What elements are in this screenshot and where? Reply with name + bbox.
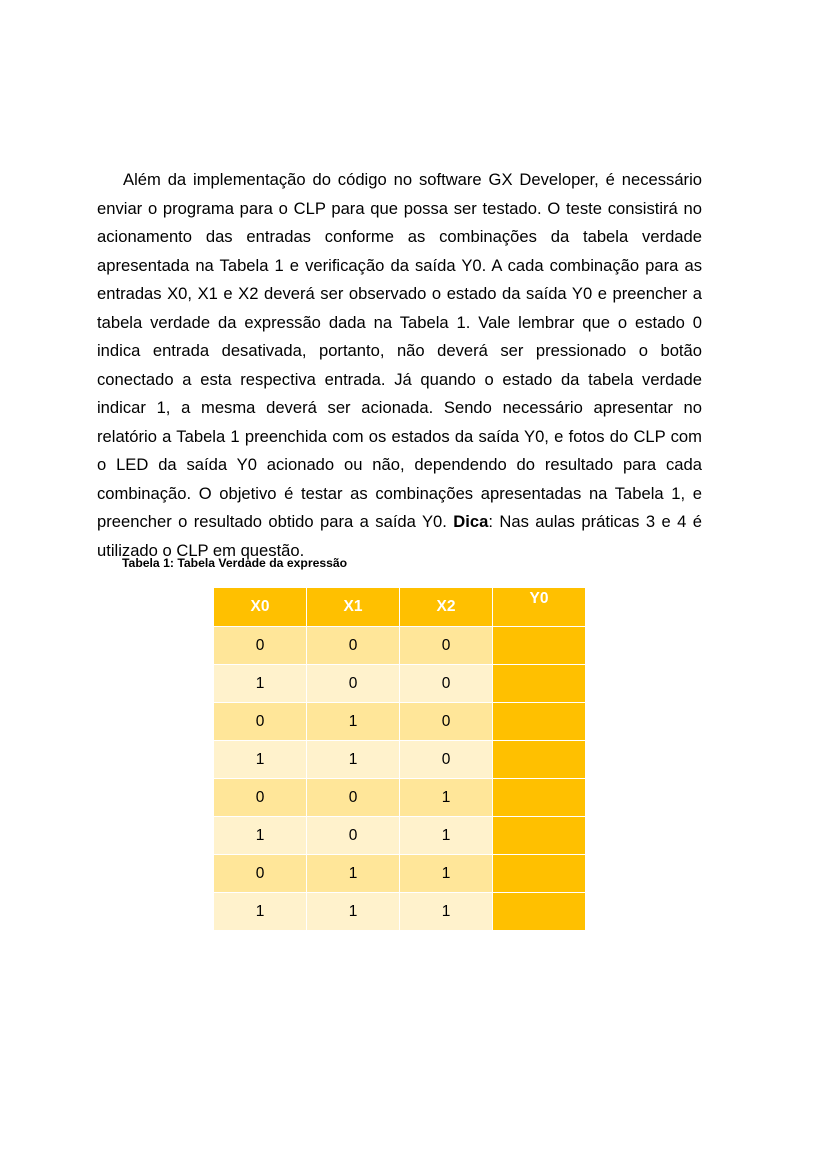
cell-y0 [493, 855, 586, 893]
cell-x2: 0 [400, 665, 493, 703]
paragraph-text-hint: : Nas aulas práticas 3 e 4 é utilizado o CLP em questão. [97, 512, 702, 560]
cell-x0: 1 [214, 741, 307, 779]
cell-y0 [493, 627, 586, 665]
cell-x2: 1 [400, 817, 493, 855]
cell-x0: 1 [214, 665, 307, 703]
cell-x1: 0 [307, 627, 400, 665]
cell-x1: 1 [307, 855, 400, 893]
cell-y0 [493, 741, 586, 779]
cell-x1: 0 [307, 665, 400, 703]
table-row [214, 665, 586, 703]
table-row [214, 703, 586, 741]
cell-y0 [493, 779, 586, 817]
truth-table-header [214, 588, 586, 627]
cell-x2: 0 [400, 627, 493, 665]
cell-x1: 1 [307, 703, 400, 741]
cell-x0: 0 [214, 627, 307, 665]
cell-x1: 1 [307, 741, 400, 779]
table-row [214, 855, 586, 893]
cell-x0: 0 [214, 855, 307, 893]
header-y0: Y0 [493, 588, 586, 627]
cell-y0 [493, 665, 586, 703]
cell-y0 [493, 703, 586, 741]
body-paragraph [97, 166, 702, 565]
cell-x0: 0 [214, 779, 307, 817]
cell-y0 [493, 893, 586, 931]
header-x2: X2 [400, 588, 493, 627]
cell-x2: 1 [400, 855, 493, 893]
cell-x1: 1 [307, 893, 400, 931]
table-row [214, 627, 586, 665]
cell-x2: 0 [400, 703, 493, 741]
cell-y0 [493, 817, 586, 855]
table-caption: Tabela 1: Tabela Verdade da expressão [122, 556, 348, 570]
cell-x0: 1 [214, 893, 307, 931]
cell-x2: 1 [400, 779, 493, 817]
cell-x0: 0 [214, 703, 307, 741]
paragraph-hint-label: Dica [453, 512, 489, 531]
table-row [214, 779, 586, 817]
cell-x1: 0 [307, 779, 400, 817]
table-row [214, 817, 586, 855]
truth-table-body [214, 627, 586, 931]
truth-table [213, 587, 586, 931]
header-x1: X1 [307, 588, 400, 627]
cell-x1: 0 [307, 817, 400, 855]
cell-x2: 1 [400, 893, 493, 931]
cell-x2: 0 [400, 741, 493, 779]
header-x0: X0 [214, 588, 307, 627]
header-row [214, 588, 586, 627]
table-row [214, 893, 586, 931]
table-row [214, 741, 586, 779]
cell-x0: 1 [214, 817, 307, 855]
paragraph-text-main: Além da implementação do código no software GX Developer, é necessário enviar o programa para o CLP para que possa ser testado. O teste consistirá no acionamento das entradas conforme as combinações da tabela verdade apresentada na Tabela 1 e verificação da saída Y0. A cada combinação para as entradas X0, X1 e X2 deverá ser observado o estado da saída Y0 e preencher a tabela verdade da expressão dada na Tabela 1. Vale lembrar que o estado 0 indica entrada desativada, portanto, não deverá ser pressionado o botão conectado a esta respectiva entrada. Já quando o estado da tabela verdade indicar 1, a mesma deverá ser acionada. Sendo necessário apresentar no relatório a Tabela 1 preenchida com os estados da saída Y0, e fotos do CLP com o LED da saída Y0 acionado ou não, dependendo do resultado para cada combinação. O objetivo é testar as combinações apresentadas na Tabela 1, e preencher o resultado obtido para a saída Y0. [97, 170, 702, 531]
